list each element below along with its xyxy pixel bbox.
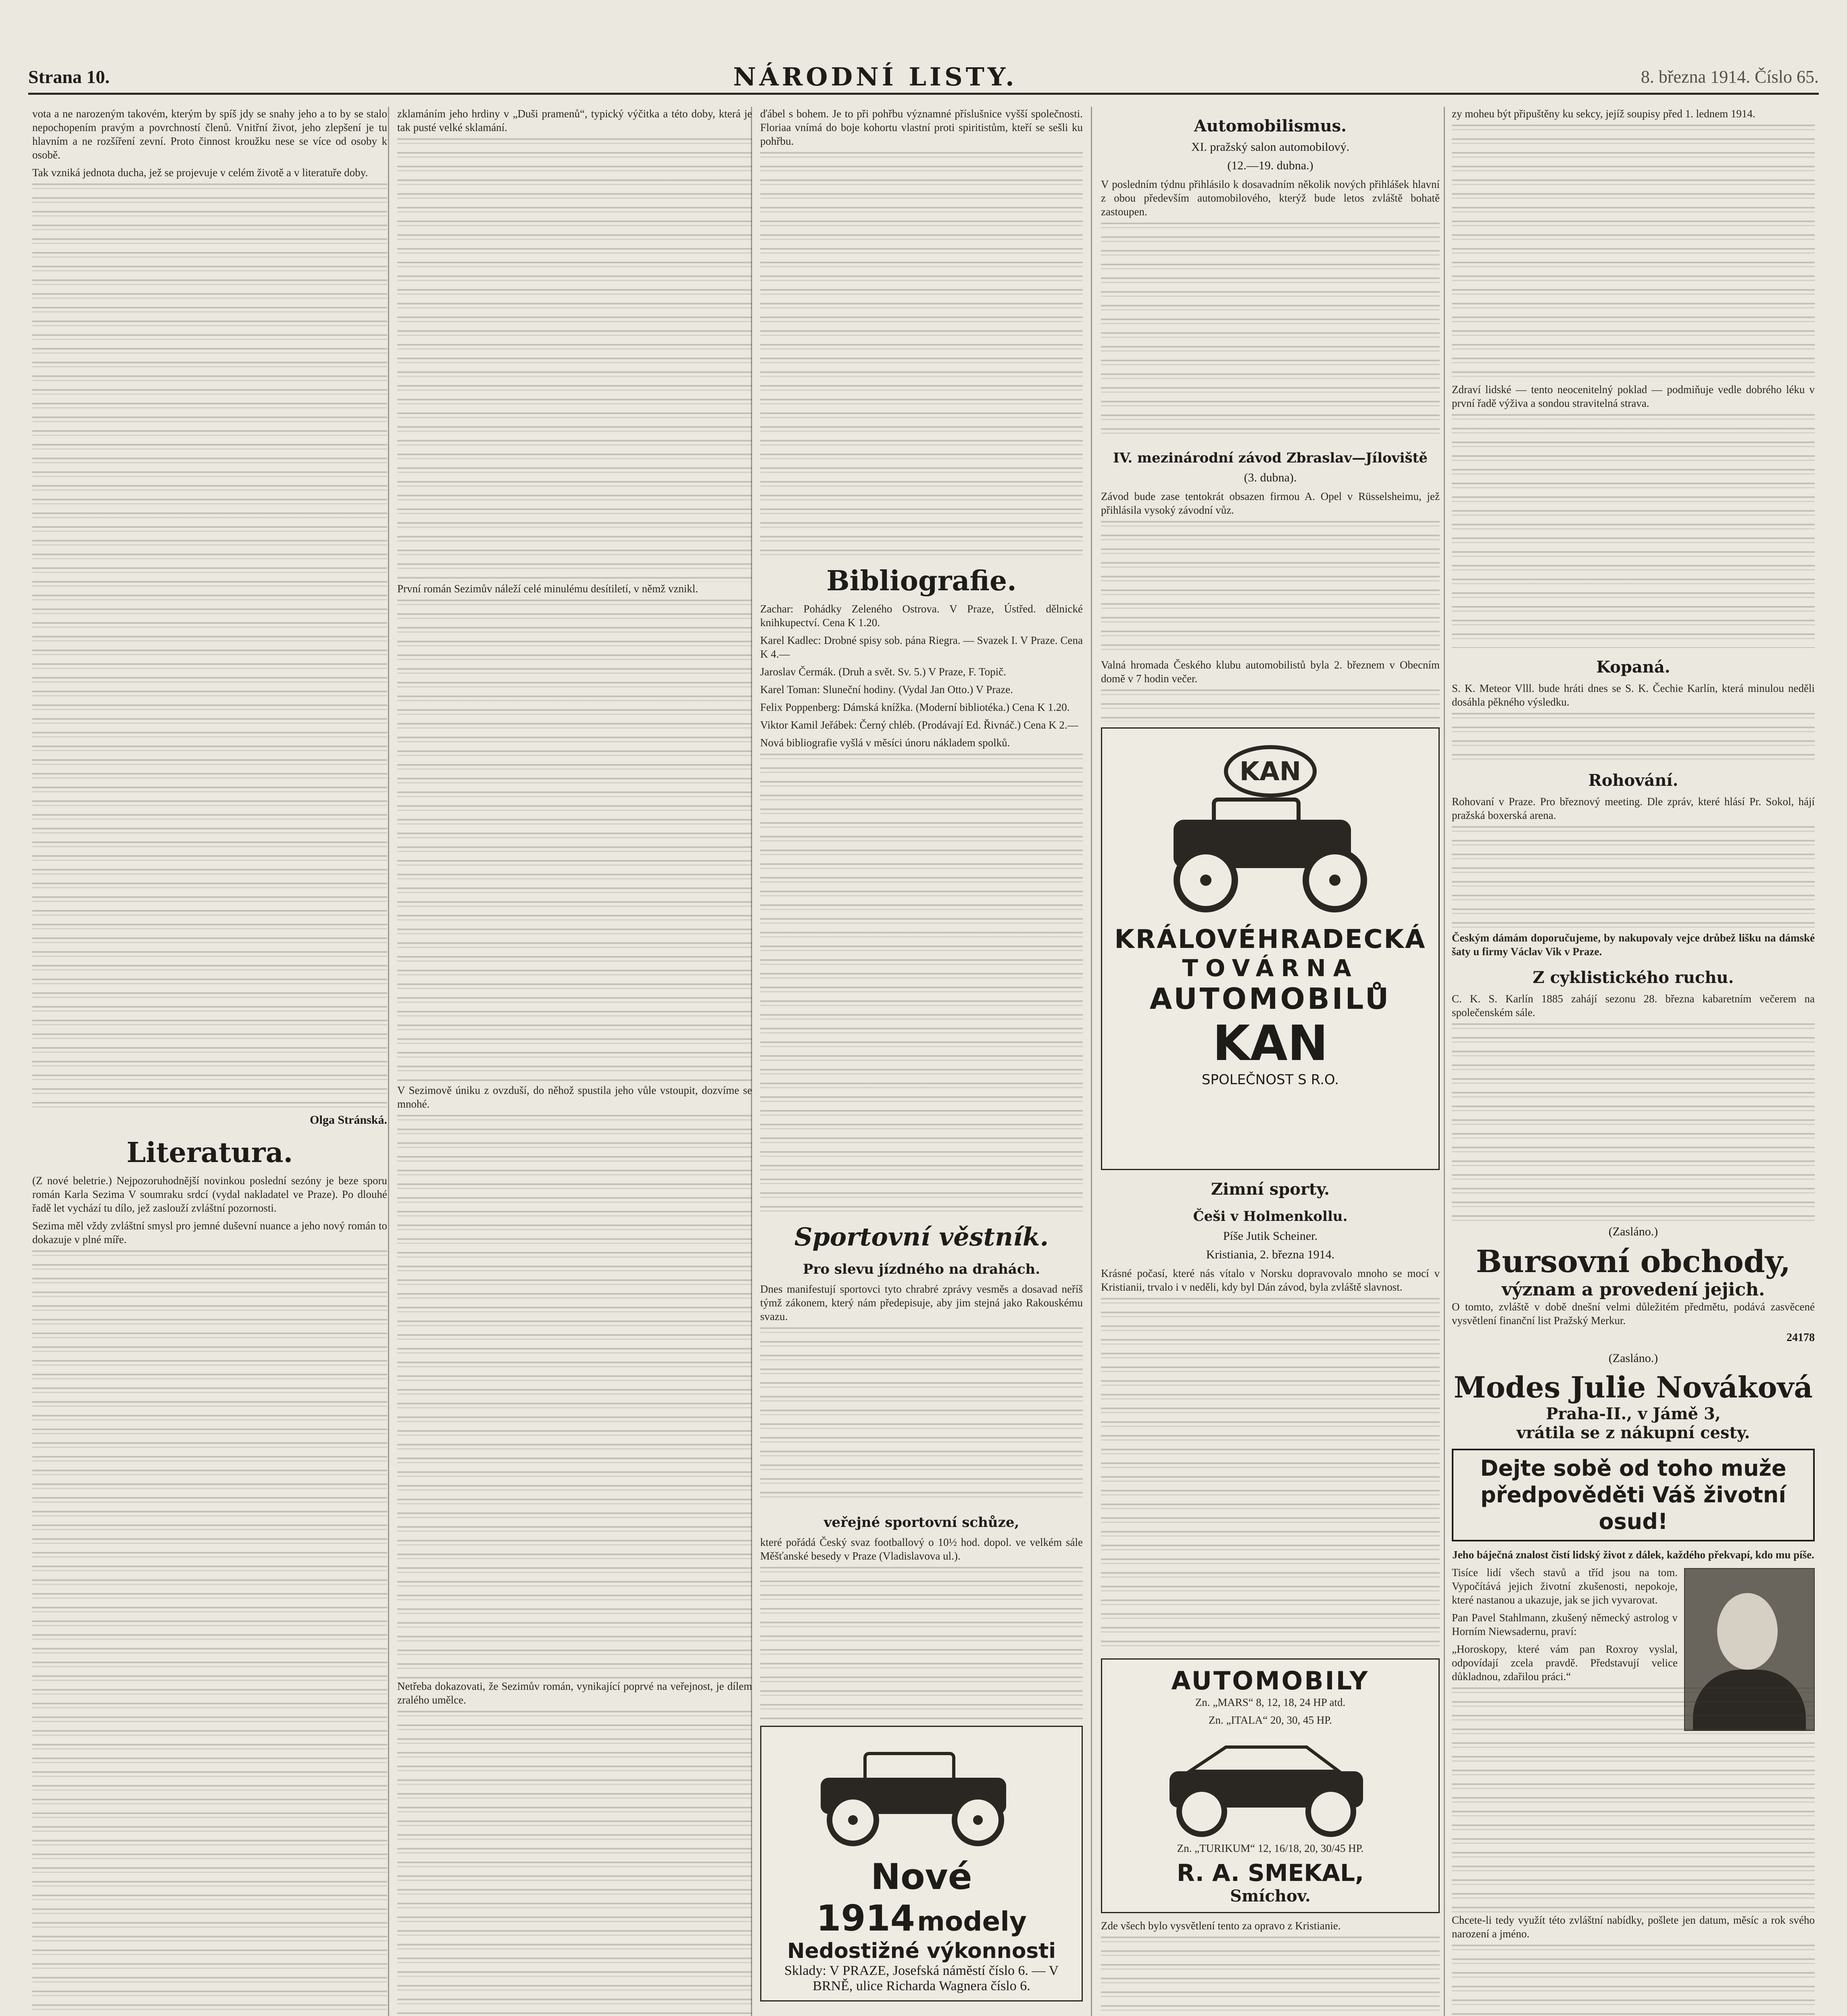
body-text-block xyxy=(760,152,1083,555)
svg-text:KAN: KAN xyxy=(1239,757,1301,787)
ad-year: 1914 xyxy=(816,1897,915,1939)
author-signature: Olga Stránská. xyxy=(310,1113,387,1127)
article-heading: Češi v Holmenkollu. xyxy=(1193,1208,1348,1225)
article-paragraph: Krásné počasí, které nás vítalo v Norsku dopravovalo mnoho se mocí v Kristianii, trvalo i v neděli, kdy byl Dán závod, byla zvláště slavnost. xyxy=(1101,1267,1440,1293)
article-paragraph: První román Sezimův náleží celé minulému desítiletí, v němž vznikl. xyxy=(397,583,698,595)
article-paragraph: C. K. S. Karlín 1885 zahájí sezonu 28. března kabaretním večerem na společenském sále. xyxy=(1452,993,1815,1018)
ad-maker: R. A. SMEKAL, xyxy=(1176,1859,1364,1887)
notice-label: (Zasláno.) xyxy=(1608,1225,1658,1238)
article-paragraph: (Z nové beletrie.) Nejpozoruhodnější novinkou poslední sezóny je beze sporu román Karla Sezima V soumraku srdcí (vydal nakladatel ve Praze). Po dlouhé řadě let vychází tu dílo, jež zaslouží zvláštní pozornosti. xyxy=(32,1175,387,1214)
body-text-block xyxy=(1452,125,1815,383)
ad-line: Zn. „MARS“ 8, 12, 18, 24 HP atd. xyxy=(1195,1696,1346,1708)
advertisement-modes xyxy=(1452,1370,1815,1442)
article-paragraph: Rohovaní v Praze. Pro březnový meeting. Dle zpráv, které hlásí Pr. Sokol, hájí pražská boxerská arena. xyxy=(1452,796,1815,821)
article-byline: Píše Jutik Scheiner. xyxy=(1223,1229,1318,1243)
ad-models: modely xyxy=(917,1906,1027,1937)
kan-line-3: AUTOMOBILŮ xyxy=(1149,982,1391,1016)
article-paragraph: zklamáním jeho hrdiny v „Duši pramenů“, typický výčitka a této doby, která je tak pusté velké sklamání. xyxy=(397,108,752,133)
advertisement-automobily xyxy=(1101,1658,1440,1913)
body-text-block xyxy=(397,138,752,582)
section-heading-bibliografie: Bibliografie. xyxy=(826,565,1017,597)
article-paragraph: Tak vzniká jednota ducha, jež se projevuje v celém životě a v literatuře doby. xyxy=(32,167,368,179)
ad-line: Zn. „TURIKUM“ 12, 16/18, 20, 30/45 HP. xyxy=(1177,1842,1364,1854)
article-subheading: veřejné sportovní schůze, xyxy=(823,1514,1019,1531)
article-paragraph: Dnes manifestují sportovci tyto chrabré zprávy vesměs a dosavad neříš týmž zákonem, který nám předepisuje, aby jim stejná jako Rakouskému svazu. xyxy=(760,1283,1083,1322)
article-paragraph: V Sezimově úniku z ovzduší, do něhož spustila jeho vůle vstoupit, dozvíme se mnohé. xyxy=(397,1084,752,1110)
kan-line-1: KRÁLOVÉHRADECKÁ xyxy=(1114,925,1426,954)
body-text-block xyxy=(1452,713,1815,761)
article-heading: Pro slevu jízdného na drahách. xyxy=(803,1261,1040,1277)
body-text-block xyxy=(397,600,752,1083)
article-paragraph: ďábel s bohem. Je to při pohřbu významné příslušnice vyšší společnosti. Floriaa vnímá do boje kohortu vlastní proti spiritistům, kteří se sešli ku pohřbu. xyxy=(760,108,1083,147)
article-paragraph: O tomto, zvláště v době dnešní velmi důležitém předmětu, podává zasvěcené vysvětlení finanční list Pražský Merkur. xyxy=(1452,1301,1815,1327)
ad-address: Sklady: V PRAZE, Josefská náměstí číslo 6. — V BRNĚ, ulice Richarda Wagnera číslo 6. xyxy=(784,1963,1059,1993)
column-divider xyxy=(1091,107,1092,2016)
advertisement-bursa xyxy=(1452,1243,1815,1300)
kan-line-2: TOVÁRNA xyxy=(1182,954,1359,982)
article-heading: IV. mezinárodní závod Zbraslav—Jíloviště xyxy=(1113,450,1428,466)
section-heading-rohovani: Rohování. xyxy=(1588,771,1678,790)
body-text-block xyxy=(1101,521,1440,658)
body-text-block xyxy=(397,1115,752,1679)
advertisement-cars-1914 xyxy=(760,1726,1083,2001)
body-text-block xyxy=(1101,1298,1440,1653)
page-number: Strana 10. xyxy=(28,66,110,87)
advertisement-horoscope-headline: Dejte sobě od toho muže předpověděti Váš životní osud! xyxy=(1452,1449,1815,1541)
page-header xyxy=(28,60,1819,95)
column-divider xyxy=(388,107,389,2016)
article-paragraph: Sezima měl vždy zvláštní smysl pro jemné duševní nuance a jeho nový román to dokazuje v plné míře. xyxy=(32,1220,387,1245)
body-text-block xyxy=(397,1711,752,2016)
ad-subline: Jeho báječná znalost čistí lidský život z dálek, každého překvapí, kdo mu píše. xyxy=(1452,1549,1814,1561)
article-paragraph: Netřeba dokazovati, že Sezimův román, vynikající poprvé na veřejnost, je dílem zralého umělce. xyxy=(397,1680,752,1706)
section-heading-kopana: Kopaná. xyxy=(1596,658,1670,677)
body-text-block xyxy=(760,1327,1083,1505)
body-text-block xyxy=(1452,414,1815,648)
column-5 xyxy=(1452,107,1815,2016)
article-paragraph: Valná hromada Českého klubu automobilistů byla 2. březnem v Obecním domě v 7 hodin večer. xyxy=(1101,659,1440,685)
portrait-face xyxy=(1717,1593,1778,1670)
section-heading-zimni-sporty: Zimní sporty. xyxy=(1211,1180,1330,1199)
bibliography-entry: Jaroslav Čermák. (Druh a svět. Sv. 5.) V Praze, F. Topič. xyxy=(760,666,1006,678)
article-paragraph: vota a ne narozeným takovém, kterým by spíš jdy se snahy jeho a to by se stalo nepochopením pravým a povrchností členů. Vnitřní život, jeho zlepšení je tu hlavním a ne rozšíření zevní. Proto činnost kroužku nese se více od osoby k osobě. xyxy=(32,108,387,161)
body-text-block xyxy=(32,1250,387,2016)
issue-date: 8. března 1914. Číslo 65. xyxy=(1641,67,1819,87)
article-paragraph: V posledním týdnu přihlásilo k dosavadním několik nových přihlášek hlavní z obou především automobilového, kterýž bude letos zvláště bohatě zastoupen. xyxy=(1101,178,1440,218)
ad-headline: Modes Julie Nováková xyxy=(1453,1370,1813,1404)
article-heading: XI. pražský salon automobilový. xyxy=(1191,140,1350,154)
body-text-block xyxy=(1101,1937,1440,2016)
article-paragraph: Tisíce lidí všech stavů a tříd jsou na tom. Vypočítává jejich životní zkušenosti, nepokoje, které nastanou a ukazuje, jak se jich vyvarovat. xyxy=(1452,1566,1678,1606)
bibliography-entry: Karel Toman: Sluneční hodiny. (Vydal Jan Otto.) V Praze. xyxy=(760,683,1013,696)
ad-headline: AUTOMOBILY xyxy=(1171,1666,1370,1695)
article-paragraph: Pan Pavel Stahlmann, zkušený německý astrolog v Horním Niewsadernu, praví: xyxy=(1452,1612,1678,1637)
body-text-block xyxy=(1101,223,1440,440)
body-text-block xyxy=(1452,1687,1815,1913)
kan-company: SPOLEČNOST S R.O. xyxy=(1201,1072,1339,1088)
article-paragraph: které pořádá Český svaz footballový o 10½ hod. dopol. ve velkém sále Měšťanské besedy v Praze (Vladislavova ul.). xyxy=(760,1536,1083,1562)
ad-number: 24178 xyxy=(1787,1331,1815,1344)
masthead-title: NÁRODNÍ LISTY. xyxy=(733,62,1017,92)
article-paragraph: Zde všech bylo vysvětlení tento za opravo z Kristianie. xyxy=(1101,1920,1341,1932)
section-heading-automobilismus: Automobilismus. xyxy=(1194,117,1347,135)
column-4 xyxy=(1101,107,1440,2016)
ad-headline: Bursovní obchody, xyxy=(1476,1243,1791,1279)
ad-place: Smíchov. xyxy=(1230,1887,1311,1906)
body-text-block xyxy=(1101,689,1440,722)
article-paragraph: Zdraví lidské — tento neocenitelný poklad — podmiňuje vedle dobrého léku v první řadě výživa a sondou stravitelná strava. xyxy=(1452,383,1815,409)
article-paragraph: Českým dámám doporučujeme, by nakupovaly vejce drůbež lišku na dámské šaty u firmy Václav Vik v Praze. xyxy=(1452,932,1815,958)
article-paragraph: Chcete-li tedy využít této zvláštní nabídky, pošlete jen datum, měsíc a rok svého narození a jméno. xyxy=(1452,1914,1815,1940)
bibliography-entry: Karel Kadlec: Drobné spisy sob. pána Riegra. — Svazek I. V Praze. Cena K 4.— xyxy=(760,634,1083,660)
notice-label: (Zasláno.) xyxy=(1608,1352,1658,1365)
bibliography-entry: Nová bibliografie vyšlá v měsíci únoru nákladem spolků. xyxy=(760,737,1010,749)
ad-line: Zn. „ITALA“ 20, 30, 45 HP. xyxy=(1208,1714,1332,1726)
column-2 xyxy=(397,107,752,2016)
kan-car-illustration xyxy=(1117,735,1424,925)
car-illustration xyxy=(1129,1731,1411,1840)
article-dateline: (12.—19. dubna.) xyxy=(1227,159,1313,172)
ad-subline: význam a provedení jejich. xyxy=(1501,1279,1765,1300)
article-paragraph: „Horoskopy, které vám pan Roxroy vyslal, odpovídají zcela pravdě. Představují velice důkladnou, zdařilou práci.“ xyxy=(1452,1643,1678,1683)
bibliography-entry: Felix Poppenberg: Dámská knížka. (Moderní bibliotéka.) Cena K 1.20. xyxy=(760,701,1070,713)
bibliography-entry: Zachar: Pohádky Zeleného Ostrova. V Praze, Ústřed. dělnické knihkupectví. Cena K 1.20. xyxy=(760,603,1083,629)
article-dateline: Kristiania, 2. března 1914. xyxy=(1206,1248,1335,1261)
bibliography-entry: Viktor Kamil Jeřábek: Černý chléb. (Prodávají Ed. Řivnáč.) Cena K 2.— xyxy=(760,719,1078,731)
section-heading-cyklistika: Z cyklistického ruchu. xyxy=(1532,968,1734,987)
body-text-block xyxy=(32,183,387,1111)
ad-address: Praha-II., v Jámě 3, xyxy=(1546,1404,1721,1423)
advertisement-kan xyxy=(1101,727,1440,1170)
ad-headline: Nové xyxy=(871,1856,972,1897)
article-paragraph: zy moheu být připuštěny ku sekcy, jejíž soupisy před 1. lednem 1914. xyxy=(1452,108,1755,120)
body-text-block xyxy=(1452,826,1815,931)
body-text-block xyxy=(1452,1945,1815,2016)
body-text-block xyxy=(760,754,1083,1217)
body-text-block xyxy=(1452,1023,1815,1225)
kan-logo-text: KAN xyxy=(1212,1016,1328,1072)
column-1 xyxy=(32,107,387,2016)
section-heading-literatura: Literatura. xyxy=(126,1137,293,1169)
column-divider xyxy=(1444,107,1445,2016)
ad-tagline: Nedostižné výkonnosti xyxy=(787,1939,1056,1963)
car-illustration xyxy=(784,1733,1059,1854)
article-paragraph: Závod bude zase tentokrát obsazen firmou A. Opel v Rüsselsheimu, jež přihlásila vysoký závodní vůz. xyxy=(1101,490,1440,516)
article-paragraph: S. K. Meteor Vlll. bude hráti dnes se S. K. Čechie Karlín, která minulou neděli dosáhla pěkného výsledku. xyxy=(1452,682,1815,708)
section-heading-sport: Sportovní věstník. xyxy=(794,1222,1049,1252)
body-text-block xyxy=(760,1567,1083,1720)
article-dateline: (3. dubna). xyxy=(1244,471,1297,484)
column-3 xyxy=(760,107,1083,2016)
ad-subline: vrátila se z nákupní cesty. xyxy=(1516,1423,1750,1442)
